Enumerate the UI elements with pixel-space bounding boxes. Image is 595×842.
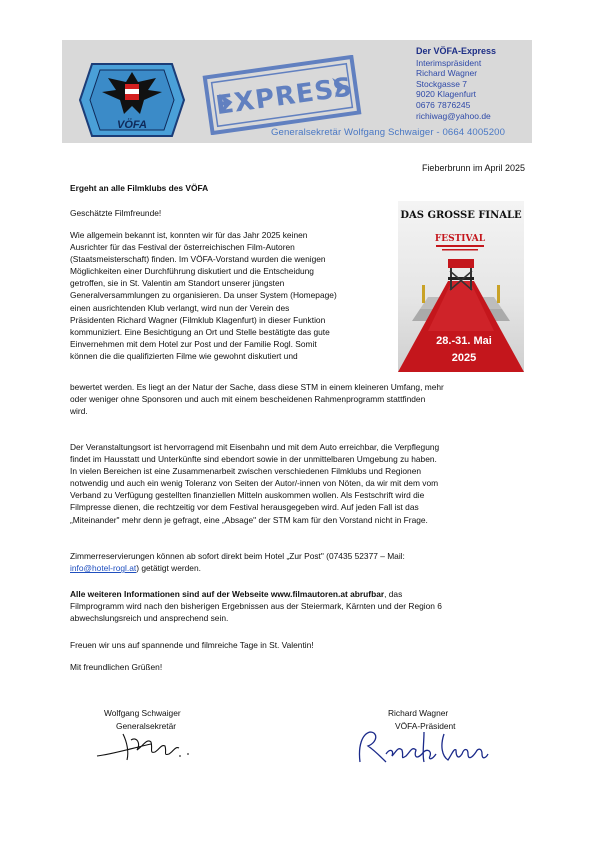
newsletter-title: Der VÖFA-Express: [416, 46, 497, 56]
paragraph-reservations: [70, 550, 532, 574]
paragraph-outlook: Freuen wir uns auf spannende und filmreiche Tage in St. Valentin!: [70, 640, 314, 650]
letter-greeting: Geschätzte Filmfreunde!: [70, 208, 162, 218]
text-line: können die die qualifizierten Filme wie gewohnt diskutiert und: [70, 350, 298, 361]
text-line: Filmprogramm wird nach den bisherigen Ergebnissen aus der Steiermark, Kärnten und der Region 6: [70, 601, 442, 612]
contact-line: 0676 7876245: [416, 99, 471, 110]
paragraph-intro-continued: [70, 381, 532, 417]
text-line: Zimmerreservierungen können ab sofort direkt beim Hotel „Zur Post" (07435 52377 – Mail:: [70, 551, 405, 561]
poster-dates: 28.-31. Mai: [436, 335, 492, 347]
text-line: getroffen, sie in St. Valentin am Standort unserer jüngsten: [70, 278, 285, 289]
bold-text: Alle weiteren Informationen sind auf der Webseite www.filmautoren.at abrufbar: [70, 589, 385, 599]
text-line: Der Veranstaltungsort ist hervorragend mit Eisenbahn und mit dem Auto erreichbar, die Verpflegung: [70, 442, 440, 452]
text-line: [70, 588, 532, 600]
signature-right: [352, 724, 492, 770]
closing-greeting: Mit freundlichen Grüßen!: [70, 662, 163, 672]
svg-text:VÖFA: VÖFA: [117, 119, 147, 131]
contact-line: Interimspräsident: [416, 57, 482, 68]
text-line: (Staatsmeisterschaft) finden. Im VÖFA-Vorstand wurden die wenigen: [70, 254, 326, 265]
text-line: oder weniger ohne Sponsoren und auch mit einem bescheidenen Rahmenprogramm stattfinden: [70, 394, 426, 405]
text-line: Präsidenten Richard Wagner (Filmklub Klagenfurt) in dieser Funktion: [70, 314, 326, 325]
poster-headline: DAS GROSSE FINALE: [400, 210, 522, 221]
text-line: Verband zu Verfügung gestellten finanziellen Mitteln auskommen wollen. Als Festschrift wird die: [70, 490, 425, 501]
letter-subject: Ergeht an alle Filmklubs des VÖFA: [70, 183, 209, 193]
signatory-right-name: Richard Wagner: [388, 708, 449, 718]
text-line: Einvernehmen mit dem Hotel zur Post und der Familie Rogl. Somit: [70, 338, 317, 349]
poster-year: 2025: [451, 352, 477, 364]
contact-line: Richard Wagner: [416, 68, 478, 79]
text-line: „Miteinander" mehr denn je gefragt, eine „Absage" der STM kam für den Vorstand nicht in Frage.: [70, 514, 428, 525]
festival-poster: [398, 201, 524, 372]
letter-date: Fieberbrunn im April 2025: [421, 163, 525, 173]
signature-left: [93, 726, 203, 766]
text-line: [70, 562, 532, 574]
signatory-left-role: Generalsekretär: [116, 721, 177, 731]
contact-line: Stockgasse 7: [416, 78, 468, 89]
secretary-line: Generalsekretär Wolfgang Schwaiger - 0664 4005200: [271, 127, 506, 138]
text-line: Ausrichter für das Festival der österreichischen Film-Autoren: [70, 242, 295, 253]
text-line: abwechslungsreich und ansprechend sein.: [70, 613, 229, 624]
text-line: notwendig und auch ein wenig Toleranz von Seiten der Autor/-innen von Nöten, da wir mit dem vom: [70, 478, 439, 489]
voefa-logo: [78, 60, 186, 140]
paragraph-intro: [70, 229, 392, 362]
signatory-left-name: Wolfgang Schwaiger: [104, 708, 181, 718]
paragraph-information: [70, 588, 532, 624]
hotel-email-link[interactable]: info@hotel-rogl.at: [70, 563, 137, 574]
contact-line: 9020 Klagenfurt: [416, 89, 477, 100]
text-line: findet im Hausstatt und Unterkünfte sind ebendort sowie in der unmittelbaren Umgebung zu haben.: [70, 454, 437, 465]
text-line: Möglichkeiten einer Durchführung diskutiert und die Entscheidung: [70, 266, 314, 277]
text-line: Wie allgemein bekannt ist, konnten wir für das Jahr 2025 keinen: [70, 230, 308, 240]
text-line: Generalversammlungen zu organisieren. Da unser System (Homepage): [70, 290, 337, 301]
text-line: kommuniziert. Eine Besichtigung an Ort und Stelle bestätigte das gute: [70, 326, 330, 337]
text-line: Filmpresse dienen, die rechtzeitig vor dem Festival herausgegeben wird. Auf jeden Fall ist das: [70, 502, 419, 513]
text-line: einen ausrichtenden Klub verlangt, wird nun der Verein des: [70, 302, 290, 313]
contact-block: [416, 46, 496, 121]
signatory-right-role: VÖFA-Präsident: [395, 721, 456, 731]
express-stamp: [200, 55, 364, 135]
poster-festival: FESTIVAL: [434, 234, 486, 244]
paragraph-venue: [70, 441, 532, 526]
text-line: bewertet werden. Es liegt an der Natur der Sache, dass diese STM in einem kleineren Umfang, mehr: [70, 382, 444, 392]
text-line: wird.: [70, 406, 88, 417]
svg-text:EXPRESS: EXPRESS: [213, 72, 355, 122]
text-fragment: ) getätigt werden.: [136, 563, 201, 574]
text-line: In vielen Bereichen ist eine Zusammenarbeit zwischen verschiedenen Filmklubs und Regionen: [70, 466, 422, 477]
text-fragment: , das: [384, 589, 403, 599]
contact-email: richiwag@yahoo.de: [416, 110, 491, 121]
